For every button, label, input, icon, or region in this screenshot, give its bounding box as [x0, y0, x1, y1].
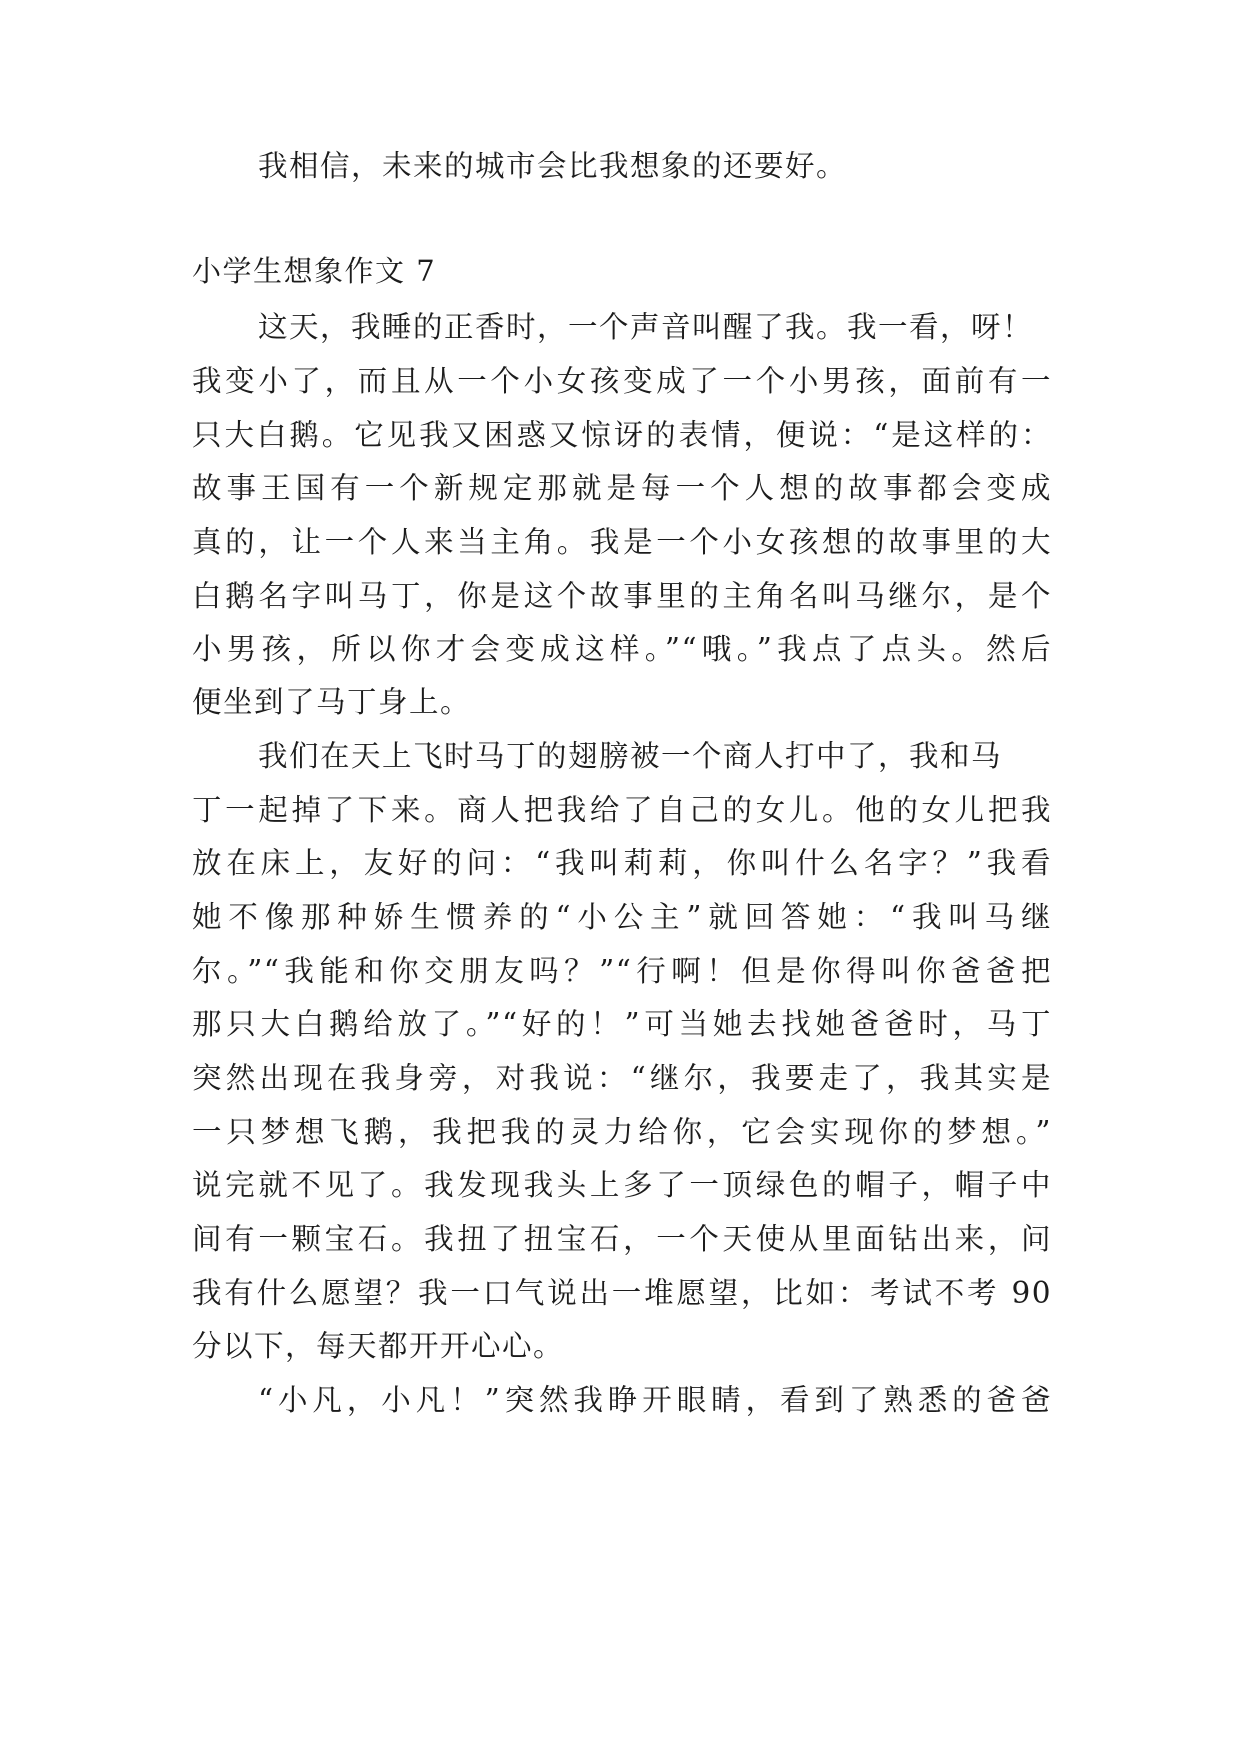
- paragraph1-line: 故事王国有一个新规定那就是每一个人想的故事都会变成: [192, 471, 1052, 505]
- paragraph2-line: 放在床上，友好的问：“我叫莉莉，你叫什么名字？”我看: [192, 846, 1052, 880]
- paragraph2-line: 分以下，每天都开开心心。: [192, 1329, 565, 1363]
- paragraph1-line: 白鹅名字叫马丁，你是这个故事里的主角名叫马继尔，是个: [192, 579, 1052, 613]
- paragraph1-line: 小男孩，所以你才会变成这样。”“哦。”我点了点头。然后: [192, 632, 1052, 666]
- paragraph1-line: 我变小了，而且从一个小女孩变成了一个小男孩，面前有一: [192, 364, 1052, 398]
- paragraph2-line: 她不像那种娇生惯养的“小公主”就回答她：“我叫马继: [192, 900, 1052, 934]
- paragraph2-line: 我有什么愿望？我一口气说出一堆愿望，比如：考试不考 90: [192, 1276, 1052, 1310]
- paragraph2-line: 说完就不见了。我发现我头上多了一顶绿色的帽子，帽子中: [192, 1168, 1052, 1202]
- paragraph1-line: 真的，让一个人来当主角。我是一个小女孩想的故事里的大: [192, 525, 1052, 559]
- paragraph1-line: 这天，我睡的正香时，一个声音叫醒了我。我一看，呀！: [258, 310, 1034, 344]
- paragraph1-line: 只大白鹅。它见我又困惑又惊讶的表情，便说：“是这样的：: [192, 418, 1052, 452]
- intro-closing-line: 我相信，未来的城市会比我想象的还要好。: [258, 149, 848, 183]
- paragraph2-line: 间有一颗宝石。我扭了扭宝石，一个天使从里面钻出来，问: [192, 1222, 1052, 1256]
- essay-heading: 小学生想象作文 7: [192, 254, 437, 288]
- paragraph2-line: 尔。”“我能和你交朋友吗？”“行啊！但是你得叫你爸爸把: [192, 954, 1052, 988]
- paragraph1-line: 便坐到了马丁身上。: [192, 685, 472, 719]
- paragraph2-line: 我们在天上飞时马丁的翅膀被一个商人打中了，我和马: [258, 739, 1003, 773]
- paragraph2-line: 一只梦想飞鹅，我把我的灵力给你，它会实现你的梦想。”: [192, 1115, 1052, 1149]
- paragraph2-line: 丁一起掉了下来。商人把我给了自己的女儿。他的女儿把我: [192, 793, 1052, 827]
- paragraph3-line: “小凡，小凡！”突然我睁开眼睛，看到了熟悉的爸爸: [258, 1383, 1052, 1417]
- paragraph2-line: 那只大白鹅给放了。”“好的！”可当她去找她爸爸时，马丁: [192, 1007, 1052, 1041]
- paragraph2-line: 突然出现在我身旁，对我说：“继尔，我要走了，我其实是: [192, 1061, 1052, 1095]
